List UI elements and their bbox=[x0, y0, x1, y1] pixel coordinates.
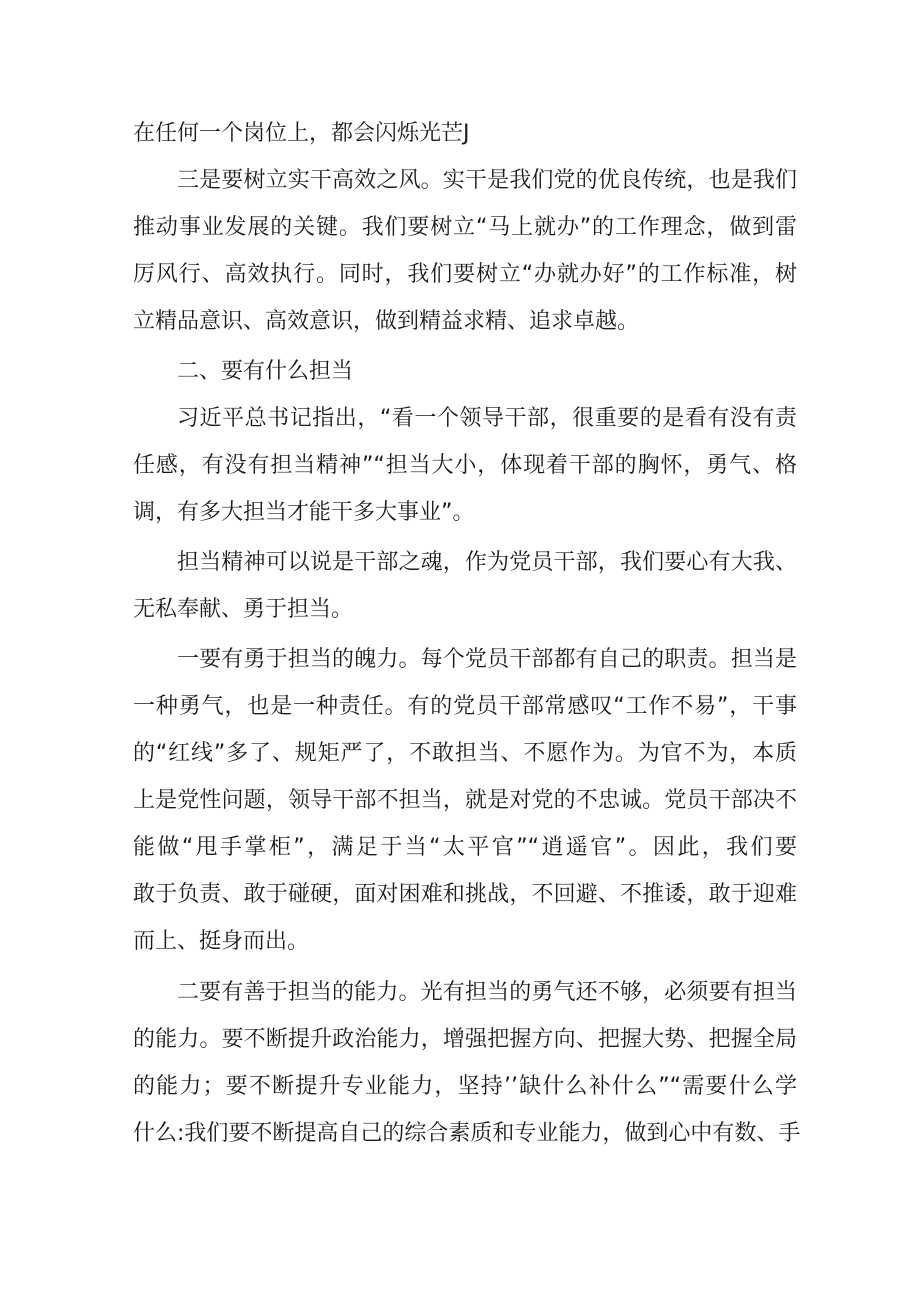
text-line: 立精品意识、高效意识，做到精益求精、追求卓越。 bbox=[133, 309, 640, 334]
text-line: 在任何一个岗位上，都会闪烁光芒J bbox=[133, 121, 470, 146]
section-heading: 二、要有什么担当 bbox=[177, 359, 354, 384]
document-body bbox=[133, 110, 801, 1157]
text-line: 的能力。要不断提升政治能力，增强把握方向、把握大势、把握全局 bbox=[133, 1027, 797, 1052]
text-line: 什么:我们要不断提高自己的综合素质和专业能力，做到心中有数、手 bbox=[133, 1121, 801, 1146]
text-line: 敢于负责、敢于碰硬，面对困难和挑战，不回避、不推诿，敢于迎难 bbox=[133, 882, 797, 907]
text-line: 任感，有没有担当精神”“担当大小，体现着干部的胸怀，勇气、格 bbox=[133, 453, 797, 478]
text-line: 上是党性问题，领导干部不担当，就是对党的不忠诚。党员干部决不 bbox=[133, 788, 797, 813]
paragraph-line: 担当精神可以说是干部之魂，作为党员干部，我们要心有大我、 bbox=[177, 550, 797, 575]
text-line: 推动事业发展的关键。我们要树立“马上就办”的工作理念，做到雷 bbox=[133, 215, 797, 240]
paragraph-line: 二要有善于担当的能力。光有担当的勇气还不够，必须要有担当 bbox=[177, 980, 797, 1005]
text-line: 能做“甩手掌柜”，满足于当“太平官”“逍遥官”。因此，我们要 bbox=[133, 835, 797, 860]
text-line: 而上、挺身而出。 bbox=[133, 929, 310, 954]
paragraph-line: 习近平总书记指出，“看一个领导干部，很重要的是看有没有责 bbox=[177, 406, 797, 431]
text-line: 的“红线”多了、规矩严了，不敢担当、不愿作为。为官不为，本质 bbox=[133, 741, 797, 766]
text-line: 一种勇气，也是一种责任。有的党员干部常感叹“工作不易”，干事 bbox=[133, 694, 797, 719]
text-line: 调，有多大担当才能干多大事业”。 bbox=[133, 500, 475, 525]
text-line: 的能力；要不断提升专业能力，坚持’’缺什么补什么”“需要什么学 bbox=[133, 1074, 797, 1099]
text-line: 厉风行、高效执行。同时，我们要树立“办就办好”的工作标准，树 bbox=[133, 262, 797, 287]
paragraph-line: 三是要树立实干高效之风。实干是我们党的优良传统，也是我们 bbox=[177, 168, 797, 193]
text-line: 无私奉献、勇于担当。 bbox=[133, 597, 354, 622]
paragraph-line: 一要有勇于担当的魄力。每个党员干部都有自己的职责。担当是 bbox=[177, 647, 797, 672]
